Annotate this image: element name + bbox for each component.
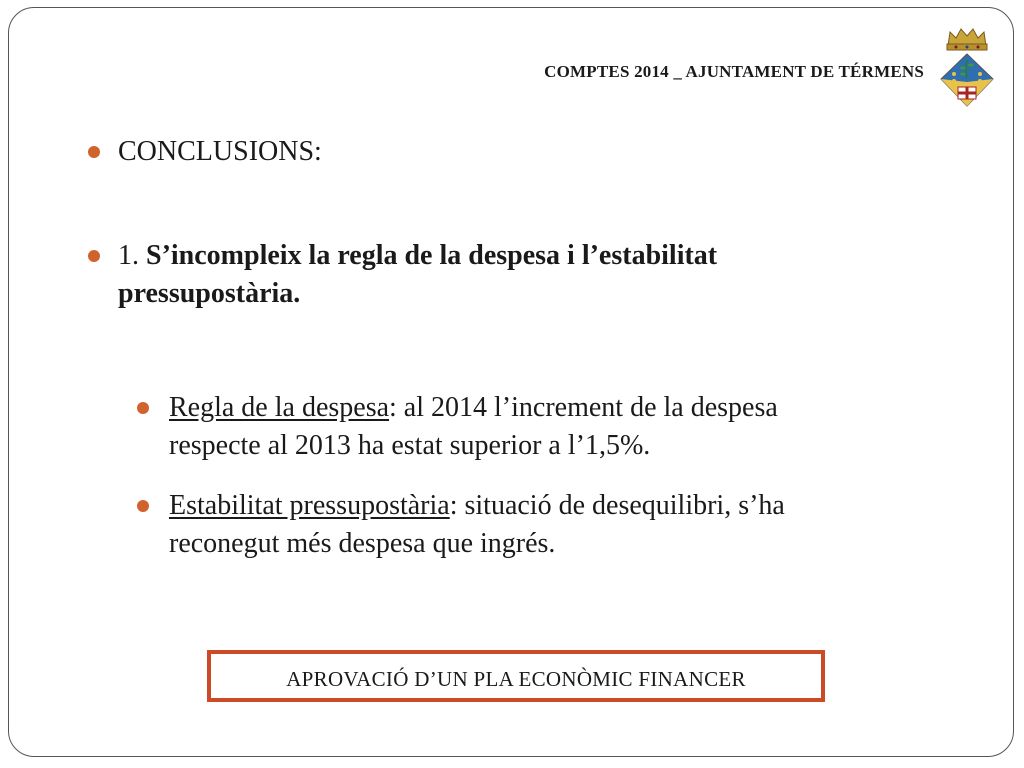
sub-point-1-rest-continued: respecte al 2013 ha estat superior a l’1,5%. <box>169 430 651 461</box>
point-1-bullet <box>88 237 717 313</box>
callout-text: APROVACIÓ D’UN PLA ECONÒMIC FINANCER <box>286 666 746 691</box>
point-1-number: 1. <box>118 240 146 271</box>
bullet-dot-icon <box>88 250 100 262</box>
slide-frame <box>8 7 1014 757</box>
header-title: COMPTES 2014 _ AJUNTAMENT DE TÉRMENS <box>544 62 924 81</box>
point-1-text-continued: pressupostària. <box>118 278 301 309</box>
bullet-dot-icon <box>88 146 100 158</box>
sub-point-1-text-block <box>169 389 778 465</box>
sub-point-2-text-block <box>169 487 785 563</box>
heading-text: CONCLUSIONS: <box>118 136 322 167</box>
sub-point-2-bullet <box>137 487 785 563</box>
heading-bullet <box>88 133 322 171</box>
callout-box <box>207 650 825 702</box>
bullet-dot-icon <box>137 402 149 414</box>
sub-point-2-term: Estabilitat pressupostària <box>169 490 450 521</box>
point-1-text: S’incompleix la regla de la despesa i l’estabilitat <box>146 240 718 271</box>
point-1-text-block <box>118 237 717 313</box>
sub-point-2-rest: : situació de desequilibri, s’ha <box>449 490 785 521</box>
municipal-crest-icon <box>938 24 996 108</box>
sub-point-1-rest: : al 2014 l’increment de la despesa <box>389 392 778 423</box>
bullet-dot-icon <box>137 500 149 512</box>
sub-point-1-term: Regla de la despesa <box>169 392 390 423</box>
sub-point-2-rest-continued: reconegut més despesa que ingrés. <box>169 528 556 559</box>
sub-point-1-bullet <box>137 389 778 465</box>
